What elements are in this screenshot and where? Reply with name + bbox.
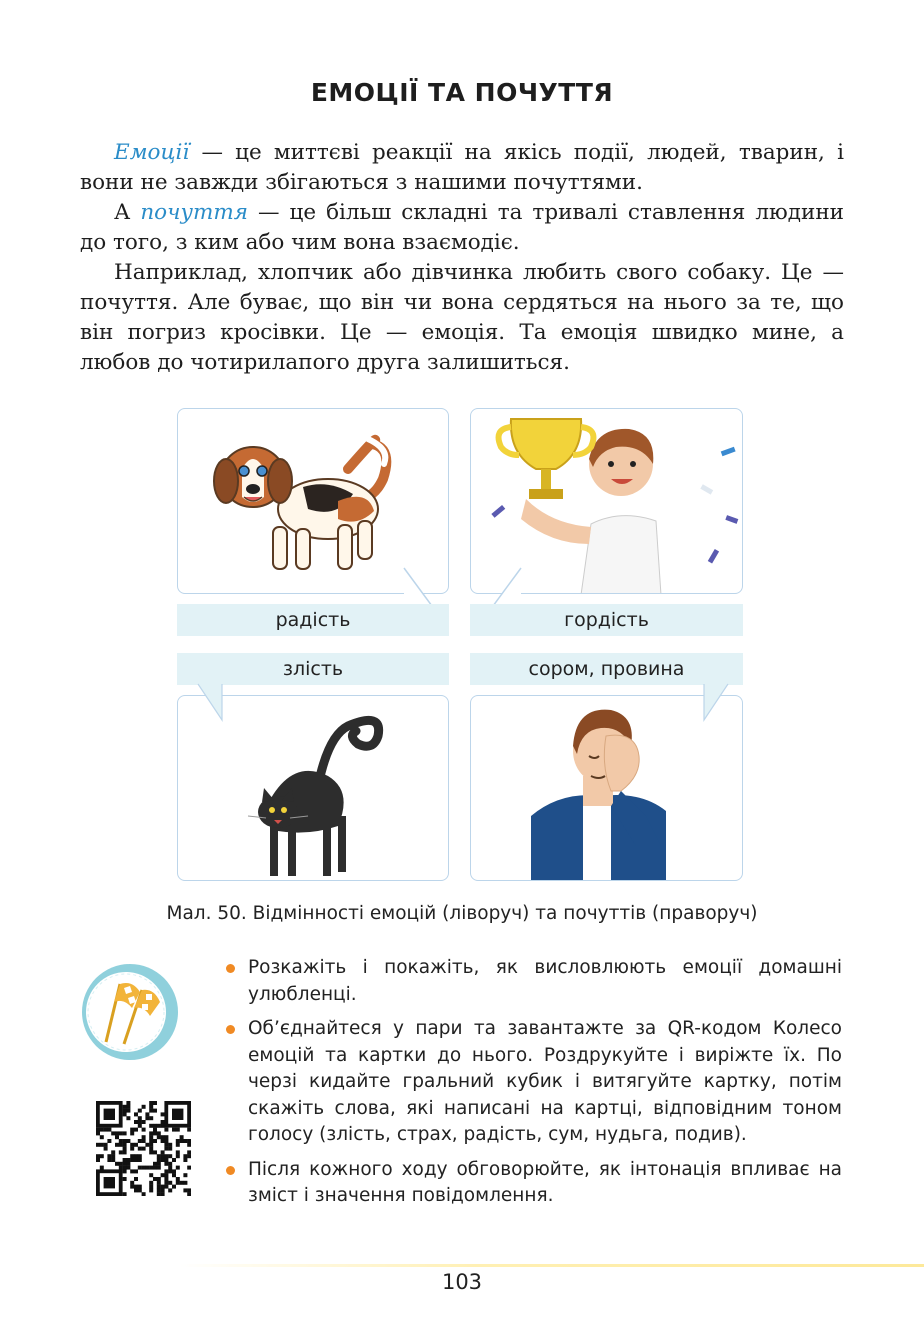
list-item: Об’єднайтеся у пари та завантажте за QR-кодом Колесо емоцій та картки до нього. Роздрукуйте і виріжте їх. По черзі кидайте гральний кубик і витягуйте картку, потім скажіть слова, які написані на картці, відповідним тоном голосу (злість, страх, радість, сум, нудьга, подив). [226,1016,842,1149]
label-joy: радість [177,604,449,636]
paragraph-feelings: А почуття — це більш складні та тривалі ставлення людини до того, з ким або чим вона взаємодіє. [80,200,844,255]
speech-tail [196,682,226,722]
shame-boy-illustration [471,696,743,881]
body-text [80,138,844,378]
qr-code-icon[interactable] [96,1101,191,1196]
cat-illustration [178,696,449,881]
term-feelings: почуття [140,200,248,225]
speech-tail [400,566,436,608]
shame-panel [470,695,743,881]
page-title: ЕМОЦІЇ ТА ПОЧУТТЯ [310,78,614,107]
figure-caption: Мал. 50. Відмінності емоцій (ліворуч) та почуттів (праворуч) [166,903,758,924]
label-anger: злість [177,653,449,685]
label-pride: гордість [470,604,743,636]
cat-panel [177,695,449,881]
speech-tail [489,566,525,608]
page-number: 103 [441,1270,483,1294]
paragraph-example: Наприклад, хлопчик або дівчинка любить свого собаку. Це —почуття. Але буває, що він чи вона сердяться на нього за те, що він погриз кросівки. Це — емоція. Та емоція швидко мине, а любов до чотирилапого друга залишиться. [80,260,844,375]
bullet-icon [226,964,235,973]
bullet-icon [226,1166,235,1175]
label-shame: сором, провина [470,653,743,685]
list-item: Після кожного ходу обговорюйте, як інтонація впливає на зміст і значення повідомлення. [226,1157,842,1210]
speech-tail [700,682,730,722]
term-emotions: Емоції [114,140,190,165]
list-item: Розкажіть і покажіть, як висловлюють емоції домашні улюбленці. [226,955,842,1008]
task-list [226,955,842,1218]
checkered-flags-icon [80,962,180,1062]
paragraph-emotions: Емоції — це миттєві реакції на якісь події, людей, тварин, і вони не завжди збігаються з нашими почуттями. [80,140,844,195]
bullet-icon [226,1025,235,1034]
footer-divider [180,1264,924,1267]
